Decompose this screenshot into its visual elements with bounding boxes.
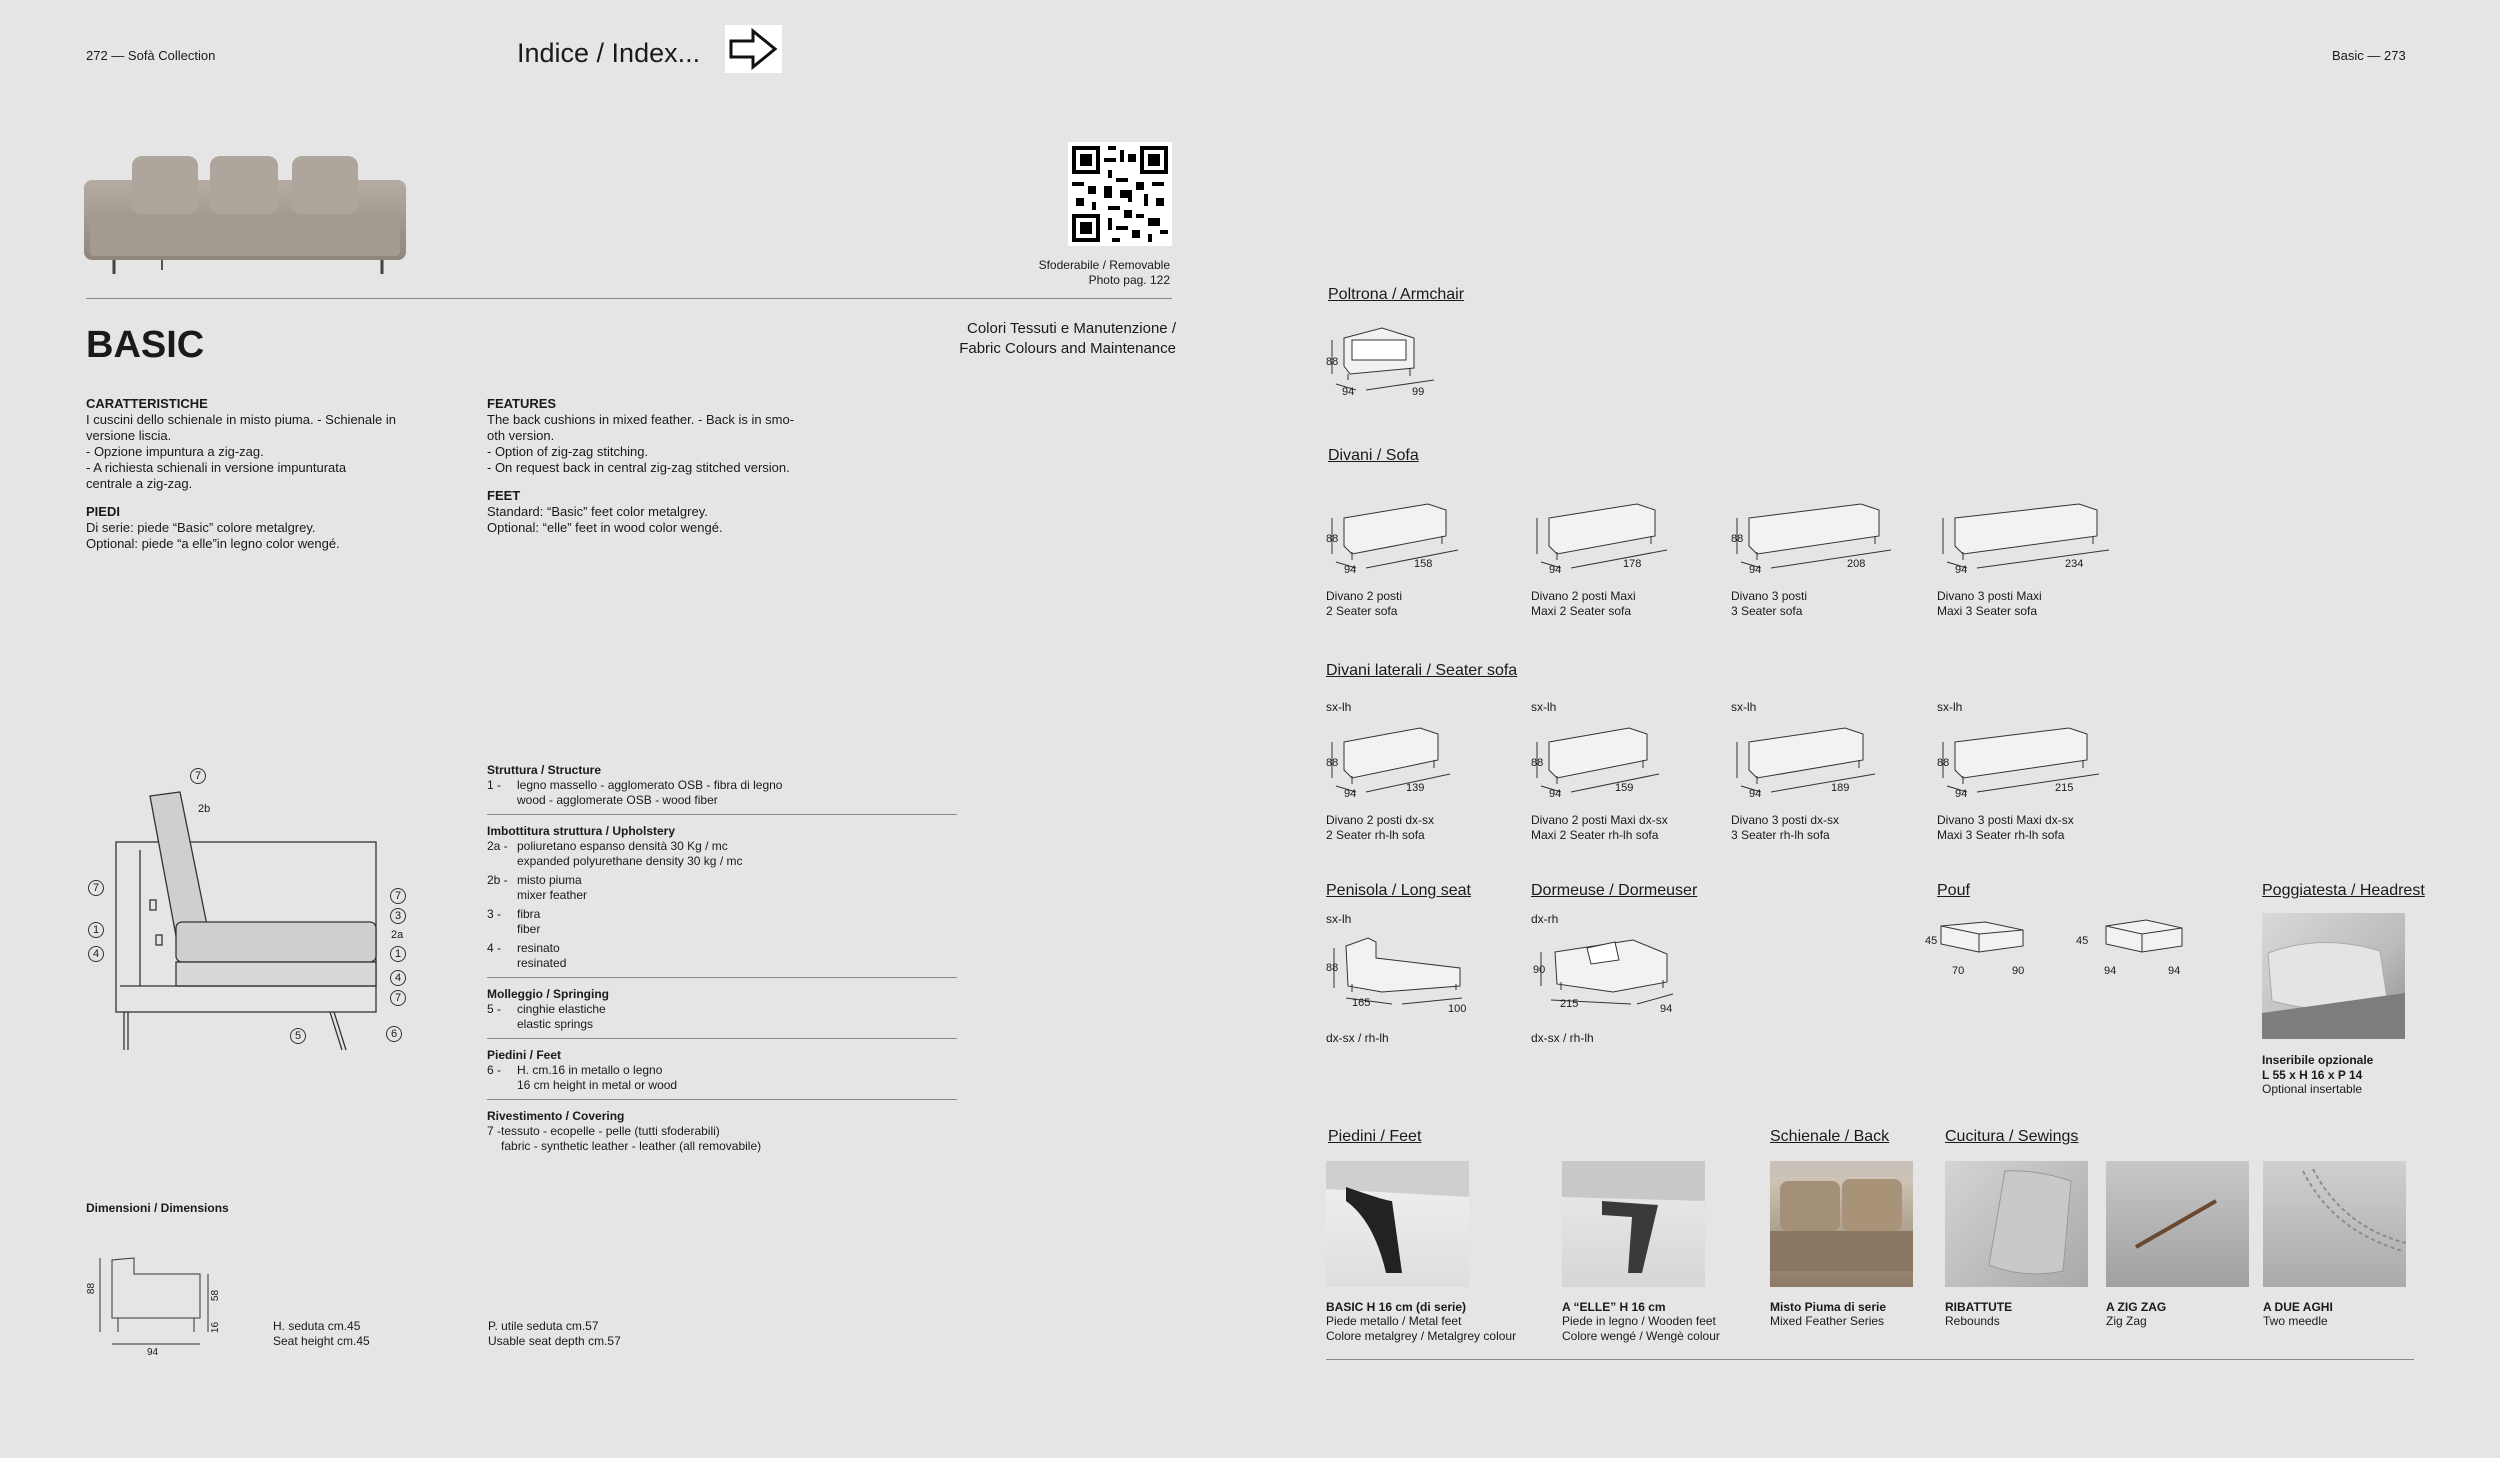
- structure-num: 3 -: [487, 907, 502, 921]
- sofa-h: 88: [1326, 757, 1339, 769]
- callout-4: 4: [88, 946, 104, 962]
- callout-1: 1: [390, 946, 406, 962]
- sofa-d: 94: [1955, 788, 1968, 800]
- structure-group: [487, 763, 957, 815]
- dimensions-title: Dimensioni / Dimensions: [86, 1201, 229, 1215]
- sofas-title[interactable]: Divani / Sofa: [1328, 447, 1419, 464]
- structure-num: 5 -: [487, 1002, 502, 1016]
- callout-5: 5: [290, 1028, 306, 1044]
- sofa-w: 234: [2065, 558, 2084, 570]
- callout-7: 7: [390, 888, 406, 904]
- basic-foot-photo: [1326, 1161, 1469, 1287]
- qr-code[interactable]: [1068, 142, 1172, 246]
- sofa-h: 88: [1937, 757, 1950, 769]
- sofa-label: Divano 2 posti 2 Seater sofa: [1326, 589, 1403, 618]
- armchair-d: 94: [1342, 386, 1355, 398]
- features-en: [487, 396, 867, 536]
- sofa-label: Divano 3 posti 3 Seater sofa: [1731, 589, 1808, 618]
- structure-text: H. cm.16 in metallo o legno 16 cm height in metal or wood: [517, 1063, 678, 1092]
- callout-2a: 2a: [391, 929, 404, 941]
- zigzag-photo: [2106, 1161, 2249, 1287]
- feet-basic-desc: Piede metallo / Metal feet Colore metalgrey / Metalgrey colour: [1326, 1314, 1517, 1343]
- page-number-left: 272 — Sofà Collection: [86, 48, 216, 63]
- photo-page-note: Photo pag. 122: [1088, 273, 1170, 287]
- back-photo: [1770, 1161, 1913, 1287]
- covering-group: [487, 1100, 957, 1160]
- side-tag: sx-lh: [1731, 700, 1757, 714]
- sewing-zigzag-name: A ZIG ZAG: [2106, 1300, 2167, 1314]
- features-en-text: The back cushions in mixed feather. - Back is in smo- oth version. - Option of zig-zag stitching. - On request back in central zig-zag stitched version.: [487, 412, 795, 475]
- headrest-photo: [2262, 913, 2405, 1039]
- structure-text: misto piuma mixer feather: [517, 873, 588, 902]
- sofa-d: 94: [1549, 564, 1562, 576]
- removable-note: Sfoderabile / Removable: [1038, 258, 1170, 272]
- structure-text: fibra fiber: [517, 907, 541, 936]
- sewings-title[interactable]: Cucitura / Sewings: [1945, 1128, 2079, 1145]
- callout-1: 1: [88, 922, 104, 938]
- pouf-b-d: 94: [2104, 965, 2117, 977]
- headrest-l1: Inseribile opzionale: [2262, 1053, 2374, 1067]
- sofa-w: 189: [1831, 782, 1850, 794]
- headrest-title[interactable]: Poggiatesta / Headrest: [2262, 882, 2425, 899]
- feet-en-text: Standard: “Basic” feet color metalgrey. Optional: “elle” feet in wood color wengé.: [487, 504, 723, 535]
- feet-elle-name: A “ELLE” H 16 cm: [1562, 1300, 1666, 1314]
- structure-num: 2a -: [487, 839, 508, 853]
- structure-text: legno massello - agglomerato OSB - fibra di legno wood - agglomerate OSB - wood fiber: [517, 778, 783, 807]
- fabric-colours-link[interactable]: Colori Tessuti e Manutenzione / Fabric Colours and Maintenance: [959, 320, 1176, 357]
- feet-en-title: FEET: [487, 488, 521, 503]
- pouf-a-h: 45: [1925, 935, 1938, 947]
- sewing-two-needle-name: A DUE AGHI: [2263, 1300, 2333, 1314]
- seat-depth: P. utile seduta cm.57 Usable seat depth cm.57: [488, 1319, 621, 1348]
- headrest-l3: Optional insertable: [2262, 1082, 2363, 1096]
- features-it-text: I cuscini dello schienale in misto piuma. - Schienale in versione liscia. - Opzione impuntura a zig-zag. - A richiesta schienali in versione impunturata centrale a zig-zag.: [86, 412, 396, 491]
- feet-it-text: Di serie: piede “Basic” colore metalgrey. Optional: piede “a elle”in legno color wengé.: [86, 520, 340, 551]
- pouf-b-w: 94: [2168, 965, 2181, 977]
- dormeuse-tag: dx-rh: [1531, 912, 1559, 926]
- page-number-right: Basic — 273: [2332, 48, 2406, 63]
- dormeuse-h: 90: [1533, 964, 1546, 976]
- sewing-two-needle-desc: Two meedle: [2263, 1314, 2328, 1328]
- sofa-d: 94: [1344, 788, 1357, 800]
- sewing-zigzag-desc: Zig Zag: [2106, 1314, 2147, 1328]
- section-callouts: [80, 760, 420, 1060]
- index-link[interactable]: Indice / Index...: [517, 38, 701, 68]
- springing-group: [487, 978, 957, 1039]
- pouf-a-d: 70: [1952, 965, 1965, 977]
- sofa-label: Divano 3 posti Maxi Maxi 3 Seater sofa: [1937, 589, 2042, 618]
- side-tag: sx-lh: [1937, 700, 1963, 714]
- dim-94: 94: [147, 1347, 159, 1358]
- elle-foot-photo: [1562, 1161, 1705, 1287]
- sofa-h: 88: [1531, 757, 1544, 769]
- dim-58: 58: [210, 1289, 222, 1302]
- structure-text: resinato resinated: [517, 941, 567, 970]
- feet-it-title: PIEDI: [86, 504, 120, 519]
- sofa-w: 159: [1615, 782, 1634, 794]
- long-seat-foot: dx-sx / rh-lh: [1326, 1031, 1389, 1045]
- callout-4: 4: [390, 970, 406, 986]
- callout-7: 7: [390, 990, 406, 1006]
- sofa-h: 88: [1731, 533, 1744, 545]
- structure-title: Rivestimento / Covering: [487, 1109, 625, 1123]
- features-it-title: CARATTERISTICHE: [86, 396, 208, 411]
- structure-list: [487, 763, 957, 1160]
- sofa-d: 94: [1344, 564, 1357, 576]
- bottom-divider: [1326, 1359, 2414, 1360]
- structure-text: tessuto - ecopelle - pelle (tutti sfoderabili) fabric - synthetic leather - leather (all removabile): [501, 1124, 762, 1153]
- callout-2b: 2b: [198, 803, 211, 815]
- long-seat-title[interactable]: Penisola / Long seat: [1326, 882, 1471, 899]
- feet-elle-desc: Piede in legno / Wooden feet Colore wengé / Wengè colour: [1562, 1314, 1720, 1343]
- armchair-h: 88: [1326, 356, 1339, 368]
- structure-text: cinghie elastiche elastic springs: [517, 1002, 606, 1031]
- structure-num: 6 -: [487, 1063, 502, 1077]
- callout-3: 3: [390, 908, 406, 924]
- sewing-rebounds-desc: Rebounds: [1945, 1314, 2000, 1328]
- sofa-w: 139: [1406, 782, 1425, 794]
- dormeuse-foot: dx-sx / rh-lh: [1531, 1031, 1594, 1045]
- sewing-rebounds-name: RIBATTUTE: [1945, 1300, 2013, 1314]
- callout-6: 6: [386, 1026, 402, 1042]
- dormeuse-title[interactable]: Dormeuse / Dormeuser: [1531, 882, 1698, 899]
- pouf-b-h: 45: [2076, 935, 2089, 947]
- rebounds-photo: [1945, 1161, 2088, 1287]
- pouf-a-w: 90: [2012, 965, 2025, 977]
- upholstery-group: [487, 815, 957, 978]
- feet-group: [487, 1039, 957, 1100]
- structure-num: 1 -: [487, 778, 502, 792]
- armchair-title[interactable]: Poltrona / Armchair: [1328, 286, 1465, 303]
- armchair-w: 99: [1412, 386, 1425, 398]
- sofa-label: Divano 2 posti dx-sx 2 Seater rh-lh sofa: [1326, 813, 1435, 842]
- structure-title: Imbottitura struttura / Upholstery: [487, 824, 676, 838]
- long-seat-w: 100: [1448, 1003, 1467, 1015]
- structure-title: Piedini / Feet: [487, 1048, 562, 1062]
- divider: [86, 298, 1172, 299]
- callout-7: 7: [190, 768, 206, 784]
- dormeuse-d: 215: [1560, 998, 1579, 1010]
- sofa-photo: [82, 140, 412, 280]
- side-tag: sx-lh: [1326, 700, 1352, 714]
- arrow-right-icon[interactable]: [725, 25, 782, 73]
- sofa-w: 158: [1414, 558, 1433, 570]
- back-title[interactable]: Schienale / Back: [1770, 1128, 1890, 1145]
- structure-num: 2b -: [487, 873, 508, 887]
- sofa-w: 215: [2055, 782, 2074, 794]
- two-needle-photo: [2263, 1161, 2406, 1287]
- back-name: Misto Piuma di serie: [1770, 1300, 1887, 1314]
- structure-text: poliuretano espanso densità 30 Kg / mc expanded polyurethane density 30 kg / mc: [517, 839, 743, 868]
- sofa-d: 94: [1749, 564, 1762, 576]
- sofa-w: 208: [1847, 558, 1866, 570]
- sofa-label: Divano 2 posti Maxi dx-sx Maxi 2 Seater rh-lh sofa: [1531, 813, 1668, 842]
- side-sofas-title[interactable]: Divani laterali / Seater sofa: [1326, 662, 1518, 679]
- sofa-w: 178: [1623, 558, 1642, 570]
- structure-num: 4 -: [487, 941, 502, 955]
- feet-basic-name: BASIC H 16 cm (di serie): [1326, 1300, 1467, 1314]
- sofa-d: 94: [1955, 564, 1968, 576]
- headrest-l2: L 55 x H 16 x P 14: [2262, 1068, 2363, 1082]
- seat-height: H. seduta cm.45 Seat height cm.45: [273, 1319, 370, 1348]
- features-en-title: FEATURES: [487, 396, 557, 411]
- structure-title: Molleggio / Springing: [487, 987, 609, 1001]
- product-name: BASIC: [86, 324, 205, 366]
- structure-num: 7 -: [487, 1124, 502, 1138]
- features-it: [86, 396, 456, 552]
- sofa-d: 94: [1749, 788, 1762, 800]
- long-seat-d: 165: [1352, 997, 1371, 1009]
- dormeuse-w: 94: [1660, 1003, 1673, 1015]
- sofa-label: Divano 3 posti Maxi dx-sx Maxi 3 Seater rh-lh sofa: [1937, 813, 2074, 842]
- structure-title: Struttura / Structure: [487, 763, 602, 777]
- back-desc: Mixed Feather Series: [1770, 1314, 1885, 1328]
- dim-88: 88: [86, 1282, 98, 1295]
- feet-title[interactable]: Piedini / Feet: [1328, 1128, 1422, 1145]
- callout-7: 7: [88, 880, 104, 896]
- sofa-h: 88: [1326, 533, 1339, 545]
- long-seat-tag: sx-lh: [1326, 912, 1352, 926]
- sofa-label: Divano 3 posti dx-sx 3 Seater rh-lh sofa: [1731, 813, 1840, 842]
- dim-16: 16: [210, 1321, 222, 1334]
- sofa-d: 94: [1549, 788, 1562, 800]
- pouf-title[interactable]: Pouf: [1937, 882, 1970, 899]
- pouf-a-drawing: [1925, 914, 2025, 984]
- long-seat-h: 88: [1326, 962, 1339, 974]
- side-tag: sx-lh: [1531, 700, 1557, 714]
- sofa-label: Divano 2 posti Maxi Maxi 2 Seater sofa: [1531, 589, 1636, 618]
